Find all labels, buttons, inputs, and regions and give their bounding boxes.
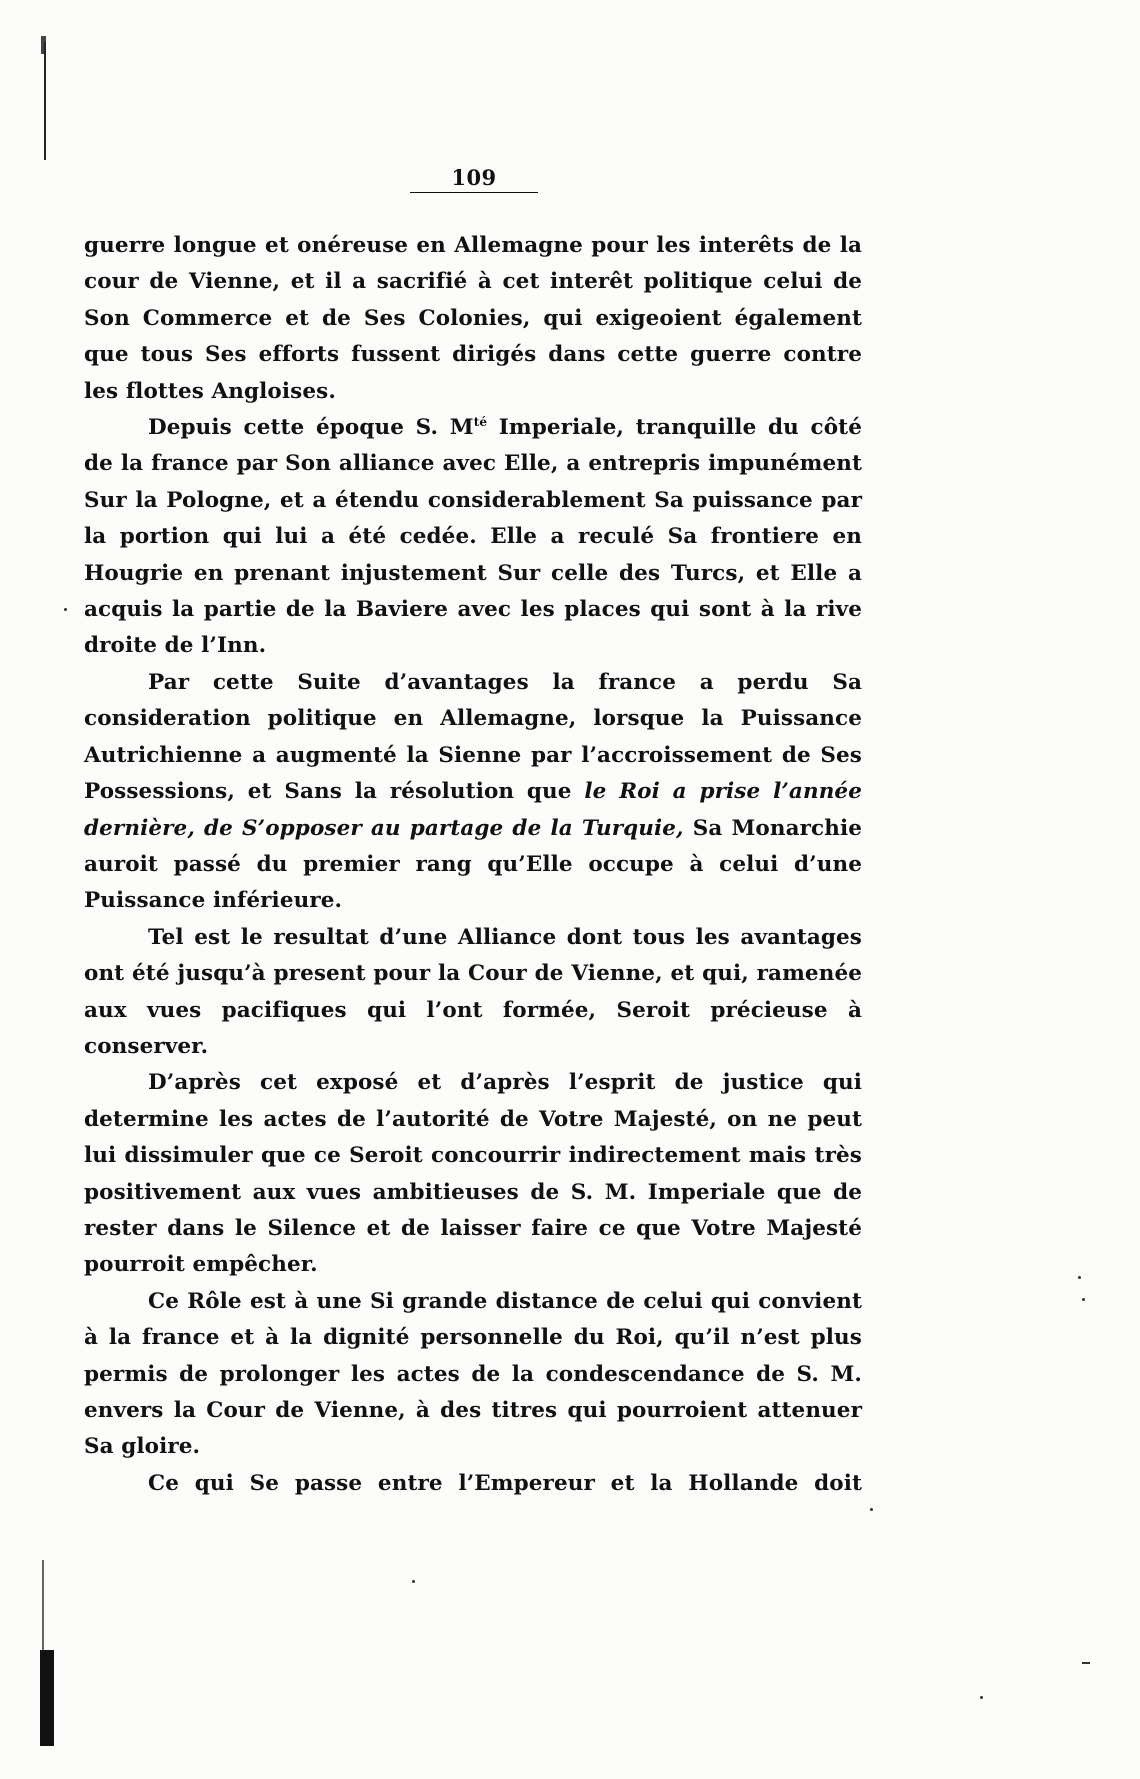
- paragraph-text: Depuis cette époque S. M: [148, 415, 474, 441]
- header-rule: [410, 192, 538, 193]
- superscript-abbreviation: té: [473, 415, 488, 430]
- paragraph: Tel est le resultat d’une Alliance dont tous les avantages ont été jusqu’à present pour la Cour de Vienne, et qui, ramenée aux vues pacifiques qui l’ont formée, Seroit précieuse à conserver.: [84, 924, 862, 1059]
- page-header: [410, 166, 538, 193]
- page-number: 109: [451, 165, 497, 190]
- paragraph: guerre longue et onéreuse en Allemagne pour les interêts de la cour de Vienne, et il a sacrifié à cet interêt politique celui de Son Commerce et de Ses Colonies, qui exigeoient également que tous Ses efforts fussent dirigés dans cette guerre contre les flottes Angloises.: [84, 233, 862, 404]
- body-text: [84, 228, 862, 1502]
- paragraph: [84, 665, 862, 920]
- scan-speck: [64, 608, 67, 611]
- paragraph: D’après cet exposé et d’après l’esprit de justice qui determine les actes de l’autorité de Votre Majesté, on ne peut lui dissimuler que ce Seroit concourrir indirectement mais très positivement aux vues ambitieuses de S. M. Imperiale que de rester dans le Silence et de laisser faire ce que Votre Majesté pourroit empêcher.: [84, 1070, 862, 1278]
- paragraph-text: Imperiale, tranquille du côté de la france par Son alliance avec Elle, a entrepris impunément Sur la Pologne, et a étendu considerablement Sa puissance par la portion qui lui a été cedée. Elle a reculé Sa frontiere en Hougrie en prenant injustement Sur celle des Turcs, et Elle a acquis la partie de la Baviere avec les places qui sont à la rive droite de l’Inn.: [84, 415, 862, 659]
- scan-speck: [980, 1696, 983, 1699]
- scan-speck: [1082, 1662, 1090, 1664]
- paragraph: Ce qui Se passe entre l’Empereur et la Hollande doit: [148, 1470, 862, 1496]
- scan-speck: [870, 1508, 873, 1511]
- scan-edge-mark: [40, 1650, 54, 1746]
- scan-speck: [1078, 1276, 1081, 1279]
- scan-speck: [1082, 1298, 1085, 1301]
- scan-edge-mark: [42, 1560, 44, 1650]
- paragraph-text: Sa Monarchie auroit passé du premier rang qu’Elle occupe à celui d’une Puissance inférieure.: [84, 815, 863, 914]
- scan-speck: [412, 1580, 415, 1583]
- italic-phrase: le Roi a prise l’année dernière, de S’opposer au partage de la Turquie,: [84, 779, 862, 841]
- paragraph: [84, 410, 862, 665]
- paragraph-text: Par cette Suite d’avantages la france a perdu Sa consideration politique en Allemagne, lorsque la Puissance Autrichienne a augmenté la Sienne par l’accroissement de Ses Possessions, et Sans la résolution que: [84, 669, 862, 805]
- scan-edge-mark: [44, 42, 46, 160]
- paragraph: Ce Rôle est à une Si grande distance de celui qui convient à la france et à la dignité personnelle du Roi, qu’il n’est plus permis de prolonger les actes de la condescendance de S. M. envers la Cour de Vienne, à des titres qui pourroient attenuer Sa gloire.: [84, 1288, 862, 1460]
